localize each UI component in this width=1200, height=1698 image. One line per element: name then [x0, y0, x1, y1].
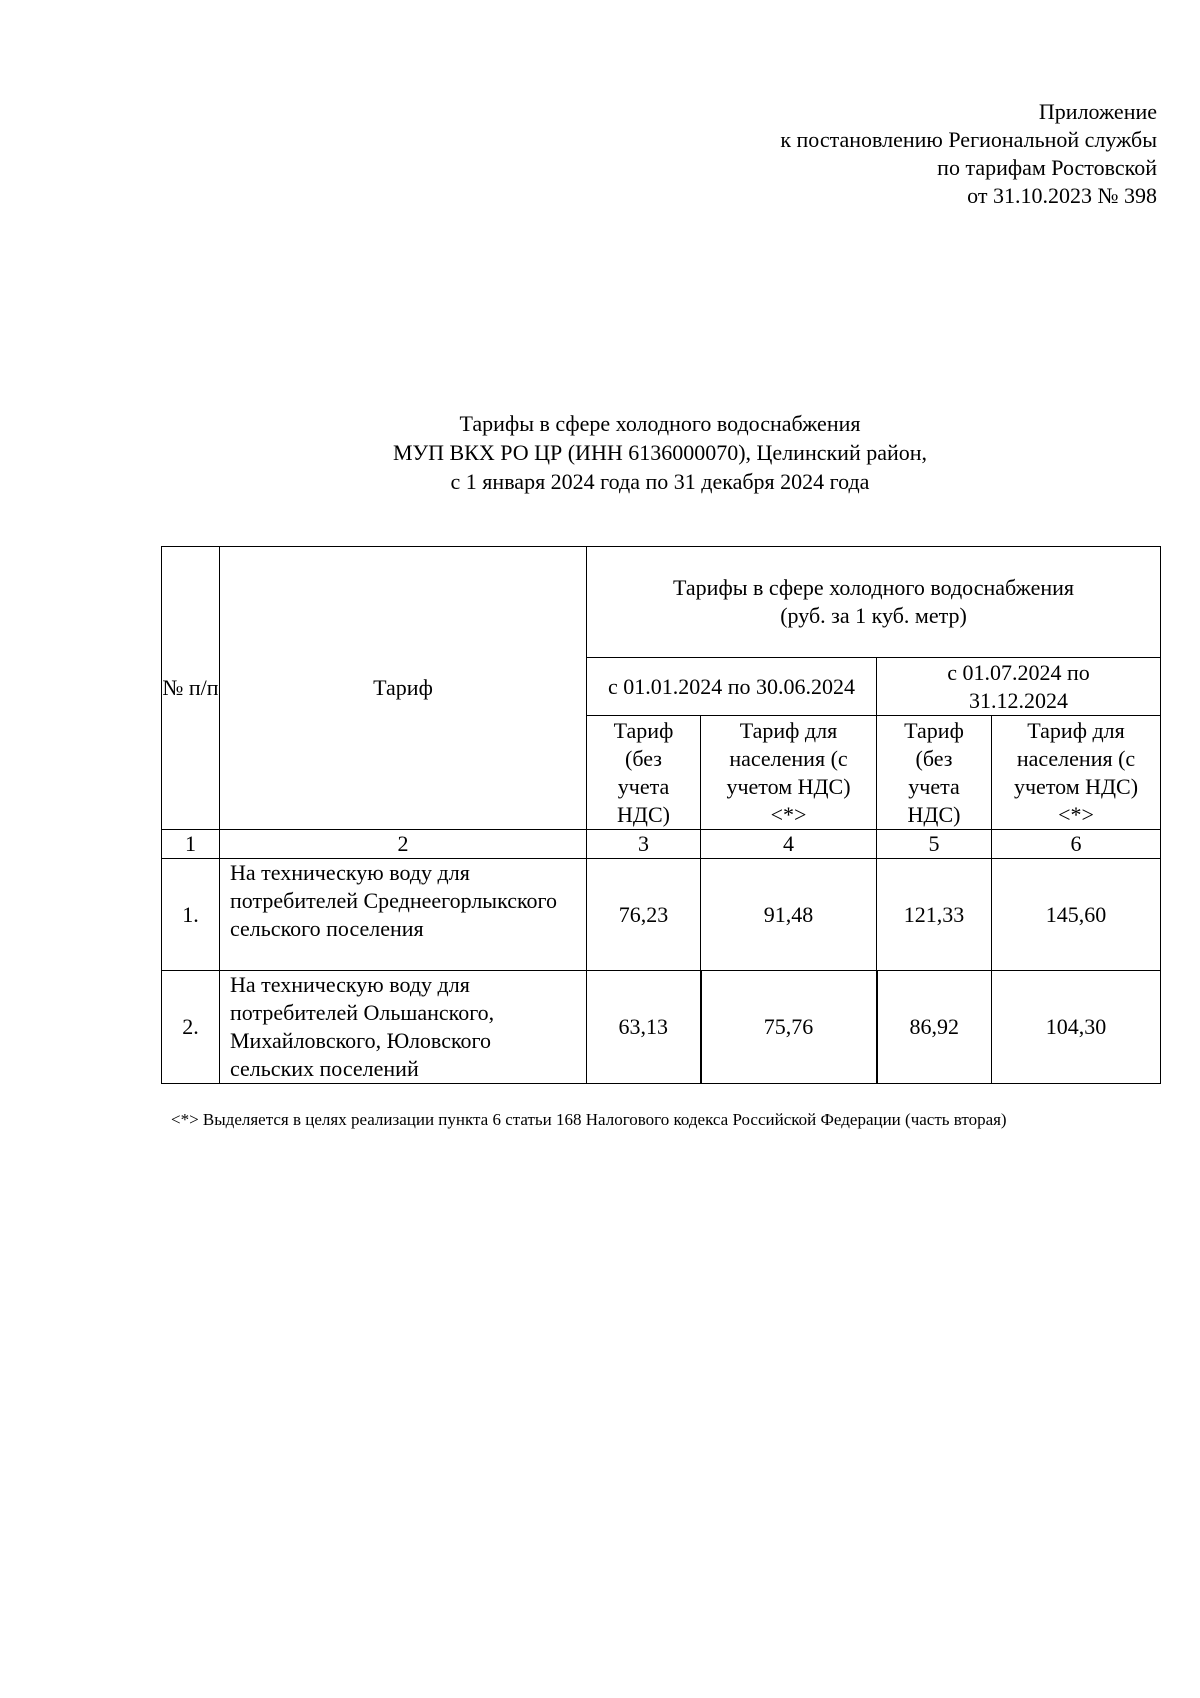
column-number: 4	[701, 830, 877, 859]
row-name: На техническую воду для потребителей Ольшанского, Михайловского, Юловского сельских поселений	[220, 971, 587, 1084]
tariff-table	[161, 546, 1161, 1084]
header-no-vat-2: Тариф (без учета НДС)	[877, 716, 992, 830]
row-number: 1.	[162, 859, 220, 971]
header-tariff: Тариф	[220, 547, 587, 830]
header-group-unit: (руб. за 1 куб. метр)	[780, 603, 967, 628]
appendix-line: к постановлению Региональной службы	[780, 127, 1157, 152]
column-numbers-row	[162, 830, 1161, 859]
appendix-line: Приложение	[1038, 99, 1157, 124]
table-row	[162, 971, 1161, 1084]
table-row	[162, 859, 1161, 971]
column-number: 1	[162, 830, 220, 859]
footnote: <*> Выделяется в целях реализации пункта 6 статьи 168 Налогового кодекса Российской Федерации (часть вторая)	[171, 1110, 1007, 1129]
header-population-2: Тариф для населения (с учетом НДС) <*>	[992, 716, 1161, 830]
row-value: 91,48	[701, 859, 877, 971]
header-no-vat-1: Тариф (без учета НДС)	[587, 716, 701, 830]
title-line: Тарифы в сфере холодного водоснабжения	[459, 411, 861, 436]
row-value: 63,13	[587, 971, 701, 1084]
header-population-1: Тариф для населения (с учетом НДС) <*>	[701, 716, 877, 830]
row-value: 104,30	[992, 971, 1161, 1084]
row-number: 2.	[162, 971, 220, 1084]
appendix-line: от 31.10.2023 № 398	[967, 183, 1157, 208]
title-line: с 1 января 2024 года по 31 декабря 2024 года	[450, 469, 870, 494]
appendix-line: по тарифам Ростовской	[937, 155, 1157, 180]
row-value: 76,23	[587, 859, 701, 971]
row-name: На техническую воду для потребителей Среднеегорлыкского сельского поселения	[220, 859, 587, 971]
header-period-1: с 01.01.2024 по 30.06.2024	[587, 658, 877, 716]
row-value: 86,92	[877, 971, 992, 1084]
column-number: 6	[992, 830, 1161, 859]
column-number: 3	[587, 830, 701, 859]
column-number: 2	[220, 830, 587, 859]
appendix-header	[597, 98, 1157, 210]
header-group-line: Тарифы в сфере холодного водоснабжения	[673, 575, 1074, 600]
column-number: 5	[877, 830, 992, 859]
header-number: № п/п	[162, 547, 220, 830]
document-title	[160, 409, 1160, 496]
row-value: 75,76	[701, 971, 877, 1084]
row-value: 145,60	[992, 859, 1161, 971]
row-value: 121,33	[877, 859, 992, 971]
header-period-2: с 01.07.2024 по 31.12.2024	[877, 658, 1161, 716]
title-line: МУП ВКХ РО ЦР (ИНН 6136000070), Целинский район,	[392, 440, 928, 465]
header-group	[587, 547, 1161, 658]
